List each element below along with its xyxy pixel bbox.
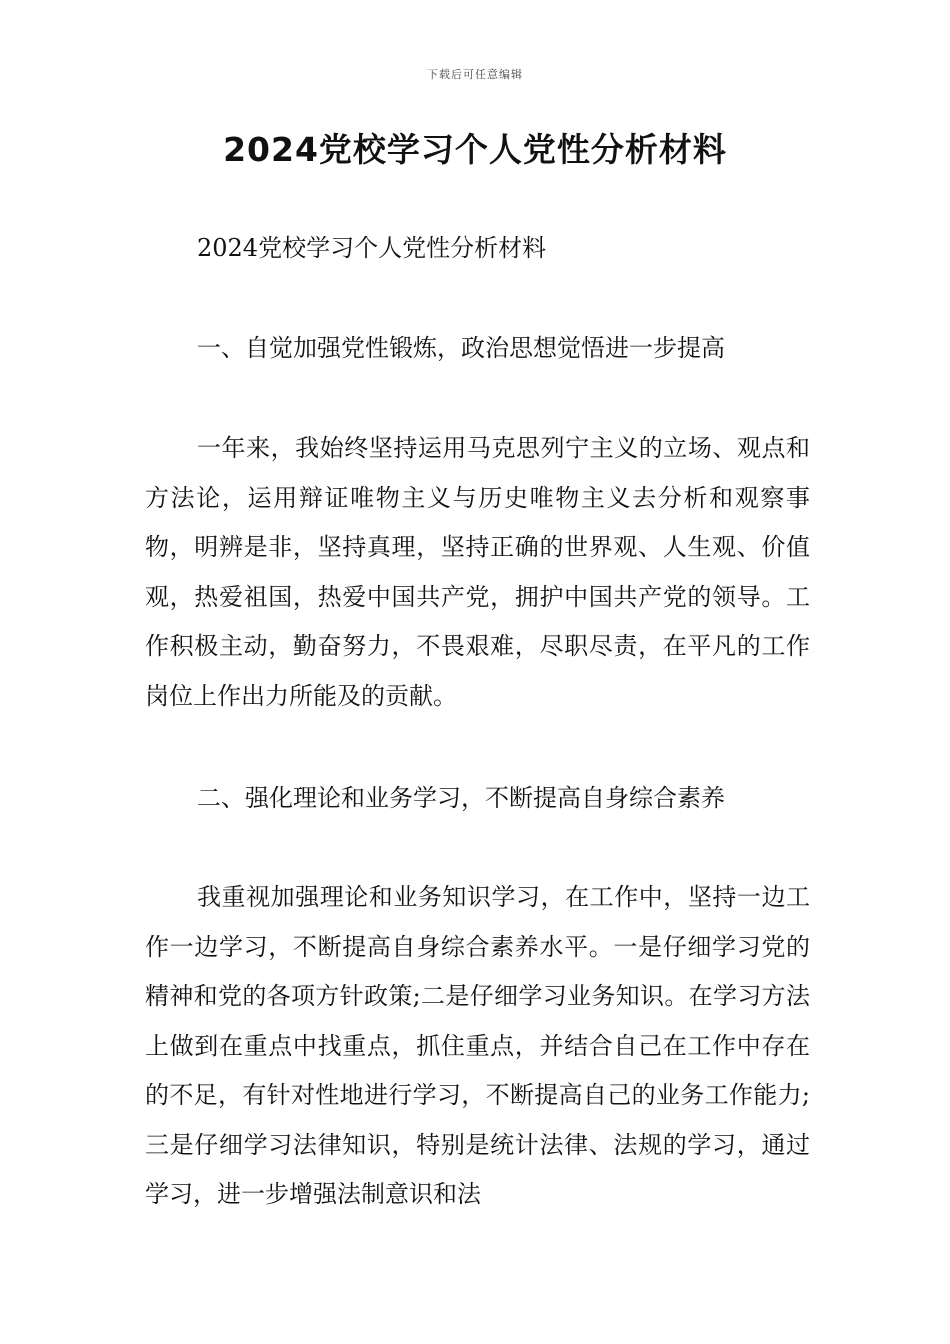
document-subtitle: 2024党校学习个人党性分析材料 [197, 234, 547, 262]
section-heading-1: 一、自觉加强党性锻炼，政治思想觉悟进一步提高 [197, 334, 725, 362]
section-paragraph-1: 一年来，我始终坚持运用马克思列宁主义的立场、观点和方法论，运用辩证唯物主义与历史唯物主义去分析和观察事物，明辨是非，坚持真理，坚持正确的世界观、人生观、价值观，热爱祖国，热爱中国共产党，拥护中国共产党的领导。工作积极主动，勤奋努力，不畏艰难，尽职尽责，在平凡的工作岗位上作出力所能及的贡献。 [145, 434, 810, 710]
header-note: 下载后可任意编辑 [427, 68, 523, 81]
section-paragraph-2: 我重视加强理论和业务知识学习，在工作中，坚持一边工作一边学习，不断提高自身综合素养水平。一是仔细学习党的精神和党的各项方针政策;二是仔细学习业务知识。在学习方法上做到在重点中找重点，抓住重点，并结合自己在工作中存在的不足，有针对性地进行学习，不断提高自己的业务工作能力;三是仔细学习法律知识，特别是统计法律、法规的学习，通过学习，进一步增强法制意识和法 [145, 883, 810, 1208]
document-title: 2024党校学习个人党性分析材料 [223, 130, 727, 169]
section-heading-2: 二、强化理论和业务学习，不断提高自身综合素养 [197, 784, 725, 812]
